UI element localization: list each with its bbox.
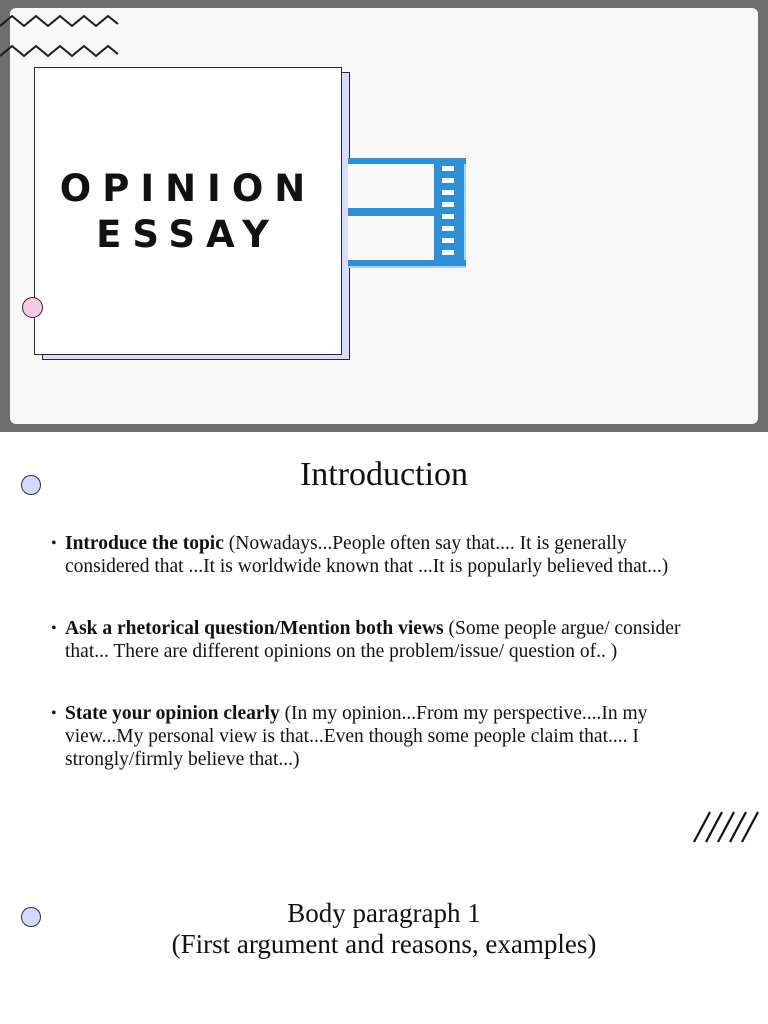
bullet-lead: State your opinion clearly — [65, 703, 280, 724]
title-card — [34, 67, 342, 355]
list-item — [48, 617, 716, 663]
introduction-slide — [0, 432, 768, 1024]
list-item — [48, 702, 716, 771]
list-item — [48, 532, 716, 578]
bullet-lead: Introduce the topic — [65, 533, 224, 554]
next-heading-line-1: Body paragraph 1 — [287, 898, 481, 928]
zigzag-decoration-icon — [0, 12, 120, 62]
film-strip-icon — [348, 156, 468, 271]
title-line-1: OPINION — [59, 167, 317, 210]
bullet-text: (In my opinion...From my perspective....In my view...My personal view is that...Even though some people claim that.... I strongly/firmly believe that...) — [65, 703, 648, 770]
bullet-list — [48, 532, 716, 810]
bullet-text: (Nowadays...People often say that.... It is generally considered that ...It is worldwide known that ...It is popularly believed that...) — [65, 533, 669, 577]
title-line-2: ESSAY — [96, 213, 280, 256]
slide-heading: Introduction — [299, 456, 469, 493]
bullet-lead: Ask a rhetorical question/Mention both views — [65, 618, 444, 639]
presentation-title — [35, 166, 341, 258]
next-slide-heading — [0, 898, 768, 960]
title-slide — [0, 0, 768, 432]
hatch-lines-decoration-icon — [692, 810, 762, 844]
pink-dot-decoration — [22, 297, 43, 318]
bullet-text: (Some people argue/ consider that... There are different opinions on the problem/issue/ question of.. ) — [65, 618, 681, 662]
next-heading-line-2: (First argument and reasons, examples) — [171, 929, 597, 959]
